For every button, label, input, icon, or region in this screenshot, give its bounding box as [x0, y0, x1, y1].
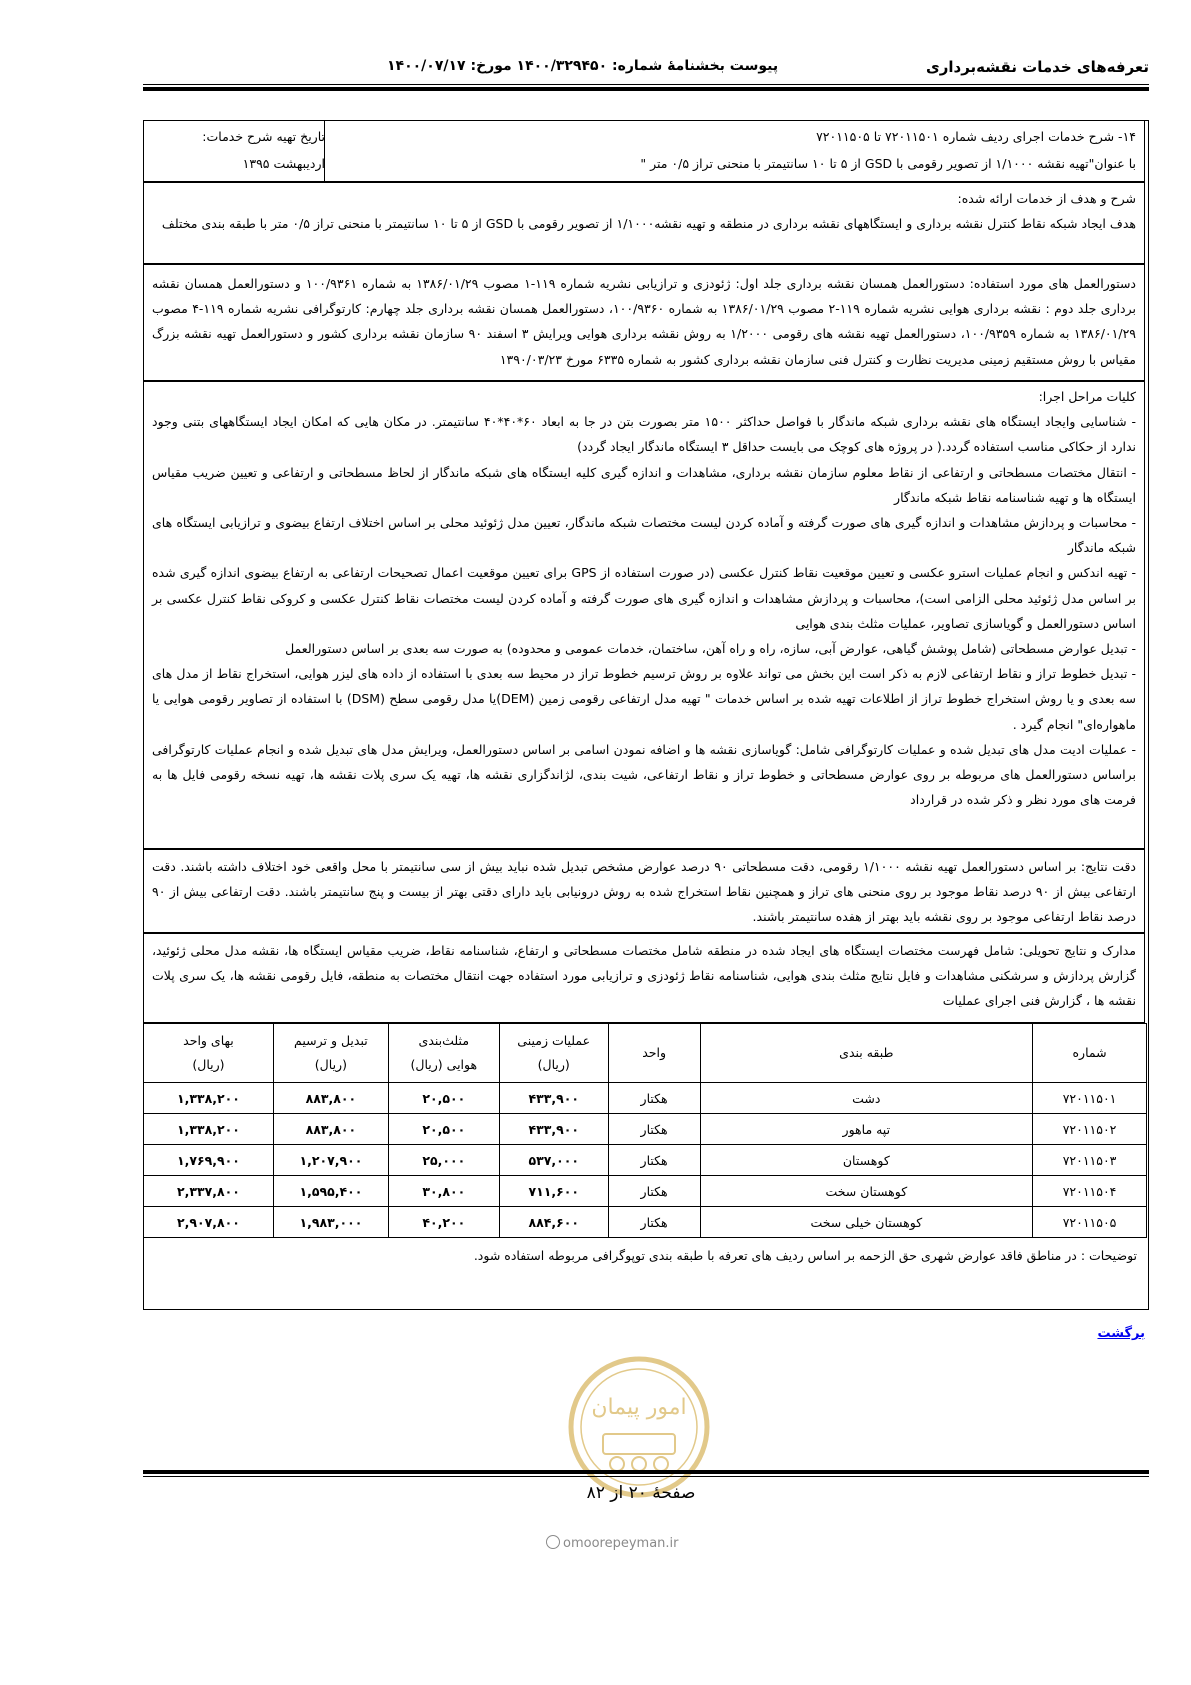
price-table: [143, 1023, 1147, 1238]
cell-number: ۷۲۰۱۱۵۰۴: [1033, 1176, 1147, 1207]
cell-ground: ۸۸۴,۶۰۰: [499, 1207, 608, 1238]
table-row: [144, 1145, 1147, 1176]
table-row: [144, 1083, 1147, 1114]
table-row: [144, 1176, 1147, 1207]
step-item: - تبدیل عوارض مسطحاتی (شامل پوشش گیاهی، عوارض آبی، سازه، راه و راه آهن، ساختمان، خدمات عمومی و محدوده) به صورت سه بعدی بر اساس دستورالعمل: [285, 641, 1136, 657]
cell-price: ۱,۷۶۹,۹۰۰: [144, 1145, 274, 1176]
cell-convert: ۱,۲۰۷,۹۰۰: [273, 1145, 388, 1176]
watermark-seal-logo: [559, 1352, 719, 1502]
header-ground-label: عملیات زمینی: [517, 1033, 591, 1048]
cell-aerial: ۴۰,۲۰۰: [388, 1207, 499, 1238]
cell-unit: هکتار: [608, 1207, 700, 1238]
service-date-label: تاریخ تهیه شرح خدمات:: [202, 129, 325, 144]
website-text: omoorepeyman.ir: [563, 1536, 679, 1551]
cell-ground: ۴۳۳,۹۰۰: [499, 1114, 608, 1145]
guidelines-section: [143, 264, 1145, 381]
cell-class: تپه ماهور: [700, 1114, 1033, 1145]
cell-unit: هکتار: [608, 1176, 700, 1207]
cell-ground: ۵۳۷,۰۰۰: [499, 1145, 608, 1176]
attachment-reference: پیوست بخشنامۀ شماره: ۱۴۰۰/۳۲۹۴۵۰ مورخ: ۱۴۰۰/۰۷/۱۷: [387, 58, 779, 74]
steps-section: [143, 381, 1145, 849]
cell-convert: ۱,۹۸۳,۰۰۰: [273, 1207, 388, 1238]
table-row: [144, 1207, 1147, 1238]
cell-price: ۲,۹۰۷,۸۰۰: [144, 1207, 274, 1238]
cell-number: ۷۲۰۱۱۵۰۱: [1033, 1083, 1147, 1114]
cell-price: ۲,۳۳۷,۸۰۰: [144, 1176, 274, 1207]
header-price: [144, 1024, 274, 1083]
table-row: [144, 1114, 1147, 1145]
service-title-cell: [324, 121, 1144, 181]
cell-convert: ۸۸۳,۸۰۰: [273, 1083, 388, 1114]
header-aerial: [388, 1024, 499, 1083]
goal-section: [143, 182, 1145, 264]
cell-class: دشت: [700, 1083, 1033, 1114]
cell-aerial: ۲۰,۵۰۰: [388, 1083, 499, 1114]
accuracy-section: [143, 849, 1145, 933]
cell-ground: ۷۱۱,۶۰۰: [499, 1176, 608, 1207]
cell-number: ۷۲۰۱۱۵۰۲: [1033, 1114, 1147, 1145]
header-price-label: بهای واحد: [183, 1033, 234, 1048]
footer-rule-thick: [143, 1470, 1149, 1474]
cell-price: ۱,۳۳۸,۲۰۰: [144, 1114, 274, 1145]
service-line-2: با عنوان"تهیه نقشه ۱/۱۰۰۰ از تصویر رقومی با GSD از ۵ تا ۱۰ سانتیمتر با منحنی تراز ۰/۵ متر ": [640, 156, 1136, 171]
header-rule-thin: [143, 84, 1149, 85]
step-item: - انتقال مختصات مسطحاتی و ارتفاعی از نقاط معلوم سازمان نقشه برداری، مشاهدات و اندازه گیری کلیه ایستگاه های شبکه ماندگار از لحاظ مسطحاتی و ارتفاعی و تعیین ضریب مقیاس ایستگاه ها و تهیه شناسنامه نقاط شبکه ماندگار: [152, 464, 1136, 505]
step-item: - تهیه اندکس و انجام عملیات استرو عکسی و تعیین موقعیت نقاط کنترل عکسی (در صورت استفاده از GPS برای تعیین موقعیت اعمال تصحیحات ارتفاعی به ارتفاع بیضوی اندازه گیری شده بر اساس مدل ژئوئید محلی الزامی است)، محاسبات و پردازش مشاهدات و اندازه گیری های صورت گرفته و آماده کردن لیست مختصات نقاط کنترل عکسی و کروکی نقاط کنترل عکسی بر اساس دستورالعمل و گویاسازی تصاویر، عملیات مثلث بندی هوایی: [152, 565, 1136, 631]
goal-title: شرح و هدف از خدمات ارائه شده:: [957, 191, 1136, 206]
deliverables-section: [143, 933, 1145, 1023]
step-item: - عملیات ادیت مدل های تبدیل شده و عملیات کارتوگرافی شامل: گویاسازی نقشه ها و اضافه نمودن اسامی بر اساس دستورالعمل، ویرایش مدل های تبدیل شده و انجام عملیات کارتوگرافی براساس دستورالعمل های مربوطه بر روی عوارض مسطحاتی و خطوط تراز و نقاط ارتفاعی، شیت بندی، لژاندگزاری نقشه ها، تهیه یک سری پلات نقشه ها، تهیه نسخه رقومی فایل ها به فرمت های مورد نظر و ذکر شده در قرارداد: [152, 741, 1136, 808]
cell-unit: هکتار: [608, 1145, 700, 1176]
cell-number: ۷۲۰۱۱۵۰۳: [1033, 1145, 1147, 1176]
header-aerial-unit: هوایی (ریال): [410, 1057, 478, 1072]
cell-class: کوهستان: [700, 1145, 1033, 1176]
instagram-icon: [546, 1535, 560, 1549]
step-item: - محاسبات و پردازش مشاهدات و اندازه گیری های صورت گرفته و آماده کردن لیست مختصات شبکه ماندگار، تعیین مدل ژئوئید محلی بر اساس اختلاف ارتفاع بیضوی و ترازیابی ایستگاه های شبکه ماندگار: [152, 515, 1136, 556]
header-unit: واحد: [608, 1024, 700, 1083]
header-ground-unit: (ریال): [537, 1057, 570, 1072]
cell-unit: هکتار: [608, 1083, 700, 1114]
service-title-section: [143, 120, 1145, 182]
header-convert: [273, 1024, 388, 1083]
footer-rule-thin: [143, 1476, 1149, 1477]
cell-aerial: ۲۰,۵۰۰: [388, 1114, 499, 1145]
goal-text: هدف ایجاد شبکه نقاط کنترل نقشه برداری و ایستگاههای نقشه برداری در منطقه و تهیه نقشه۱/۱۰۰۰ از تصویر رقومی با GSD از ۵ تا ۱۰ سانتیمتر با منحنی تراز ۰/۵ متر با طبقه بندی مختلف: [161, 216, 1136, 232]
page-number: صفحهٔ ۲۰ از ۸۲: [586, 1483, 696, 1503]
cell-class: کوهستان سخت: [700, 1176, 1033, 1207]
header-convert-unit: (ریال): [314, 1057, 347, 1072]
document-title: تعرفه‌های خدمات نقشه‌برداری: [925, 58, 1149, 76]
cell-price: ۱,۳۳۸,۲۰۰: [144, 1083, 274, 1114]
accuracy-text: دقت نتایج: بر اساس دستورالعمل تهیه نقشه ۱/۱۰۰۰ رقومی، دقت مسطحاتی ۹۰ درصد عوارض مشخص تبدیل شده نباید بیش از سی سانتیمتر با محل واقعی خود اختلاف داشته باشند. دقت ارتفاعی بیش از ۹۰ درصد نقاط موجود بر روی منحنی های تراز و همچنین نقاط استخراج شده به روش درونیابی باید دارای دقتی بهتر از بیست و پنج سانتیمتر باشند. دقت ارتفاعی بیش از ۹۰ درصد نقاط ارتفاعی موجود بر روی نقشه باید بهتر از هفده سانتیمتر باشند.: [152, 859, 1136, 925]
cell-ground: ۴۳۳,۹۰۰: [499, 1083, 608, 1114]
header-class: طبقه بندی: [700, 1024, 1033, 1083]
deliverables-text: مدارک و نتایج تحویلی: شامل فهرست مختصات ایستگاه های ایجاد شده در منطقه شامل مختصات مسطحاتی و ارتفاع، شناسنامه نقاط، ضریب مقیاس ایستگاه ها، نقشه مدل محلی ژئوئید، گزارش پردازش و سرشکنی مشاهدات و فایل نتایج مثلث بندی هوایی، شناسنامه نقاط ژئودزی و ترازیابی مورد استفاده جهت انتقال مختصات به منطقه، فایل رقومی نقشه ها، یک سری پلات نقشه ها ، گزارش فنی اجرای عملیات: [152, 943, 1136, 1009]
page-header: [143, 58, 1149, 80]
cell-aerial: ۳۰,۸۰۰: [388, 1176, 499, 1207]
website-watermark: [546, 1535, 678, 1551]
cell-class: کوهستان خیلی سخت: [700, 1207, 1033, 1238]
cell-convert: ۸۸۳,۸۰۰: [273, 1114, 388, 1145]
header-ground: [499, 1024, 608, 1083]
back-link[interactable]: برگشت: [1097, 1326, 1145, 1341]
cell-unit: هکتار: [608, 1114, 700, 1145]
step-item: - تبدیل خطوط تراز و نقاط ارتفاعی لازم به ذکر است این بخش می تواند علاوه بر روش ترسیم خطوط تراز در محیط سه بعدی با استفاده از داده های لیزر هوایی، استخراج نقاط از مدل های سه بعدی و یا روش استخراج خطوط تراز از اطلاعات تهیه شده بر اساس خدمات " تهیه مدل ارتفاعی رقومی زمین (DEM)یا مدل رقومی سطح (DSM) با استفاده از تصاویر رقومی هوایی یا ماهواره‌ای" انجام گیرد .: [152, 666, 1136, 732]
service-date-cell: [144, 121, 325, 181]
header-convert-label: تبدیل و ترسیم: [294, 1033, 368, 1048]
cell-aerial: ۲۵,۰۰۰: [388, 1145, 499, 1176]
service-line-1: ۱۴- شرح خدمات اجرای ردیف شماره ۷۲۰۱۱۵۰۱ تا ۷۲۰۱۱۵۰۵: [816, 129, 1136, 144]
steps-title: کلیات مراحل اجرا:: [1038, 389, 1136, 404]
step-item: - شناسایی وایجاد ایستگاه های نقشه برداری شبکه ماندگار با فواصل حداکثر ۱۵۰۰ متر بصورت بتن در جا به ابعاد ۶۰*۴۰*۴۰ سانتیمتر. در مکان هایی که امکان ایجاد ایستگاههای بتنی وجود ندارد از حکاکی مناسب استفاده گردد.( در پروژه های کوچک می بایست حداقل ۳ ایستگاه ماندگار ایجاد گردد): [152, 414, 1136, 455]
watermark-text: امور پیمان: [591, 1395, 687, 1420]
header-price-unit: (ریال): [192, 1057, 225, 1072]
header-rule-thick: [143, 87, 1149, 91]
cell-number: ۷۲۰۱۱۵۰۵: [1033, 1207, 1147, 1238]
header-aerial-label: مثلث‌بندی: [418, 1033, 470, 1048]
table-note: توضیحات : در مناطق فاقد عوارض شهری حق الزحمه بر اساس ردیف های تعرفه با طبقه بندی توپوگرافی مربوطه استفاده شود.: [473, 1248, 1137, 1263]
guidelines-text: دستورالعمل های مورد استفاده: دستورالعمل همسان نقشه برداری جلد اول: ژئودزی و ترازیابی نشریه شماره ۱۱۹-۱ مصوب ۱۳۸۶/۰۱/۲۹ به شماره ۱۰۰/۹۳۶۱ و دستورالعمل همسان نقشه برداری جلد دوم : نقشه برداری هوایی نشریه شماره ۱۱۹-۲ مصوب ۱۳۸۶/۰۱/۲۹ به شماره ۱۰۰/۹۳۶۰، دستورالعمل همسان نقشه برداری جلد چهارم: کارتوگرافی نشریه شماره ۱۱۹-۴ مصوب ۱۳۸۶/۰۱/۲۹ به شماره ۱۰۰/۹۳۵۹، دستورالعمل تهیه نقشه های رقومی ۱/۲۰۰۰ به روش نقشه برداری هوایی ویرایش ۳ اسفند ۹۰ سازمان نقشه برداری کشور و دستورالعمل تهیه نقشه بزرگ مقیاس با روش مستقیم زمینی مدیریت نظارت و کنترل فنی سازمان نقشه برداری کشور به شماره ۶۳۳۵ مورخ ۱۳۹۰/۰۳/۲۳: [152, 276, 1137, 367]
table-header-row: [144, 1024, 1147, 1083]
service-date-value: اردیبهشت ۱۳۹۵: [242, 156, 325, 171]
cell-convert: ۱,۵۹۵,۴۰۰: [273, 1176, 388, 1207]
header-number: شماره: [1033, 1024, 1147, 1083]
